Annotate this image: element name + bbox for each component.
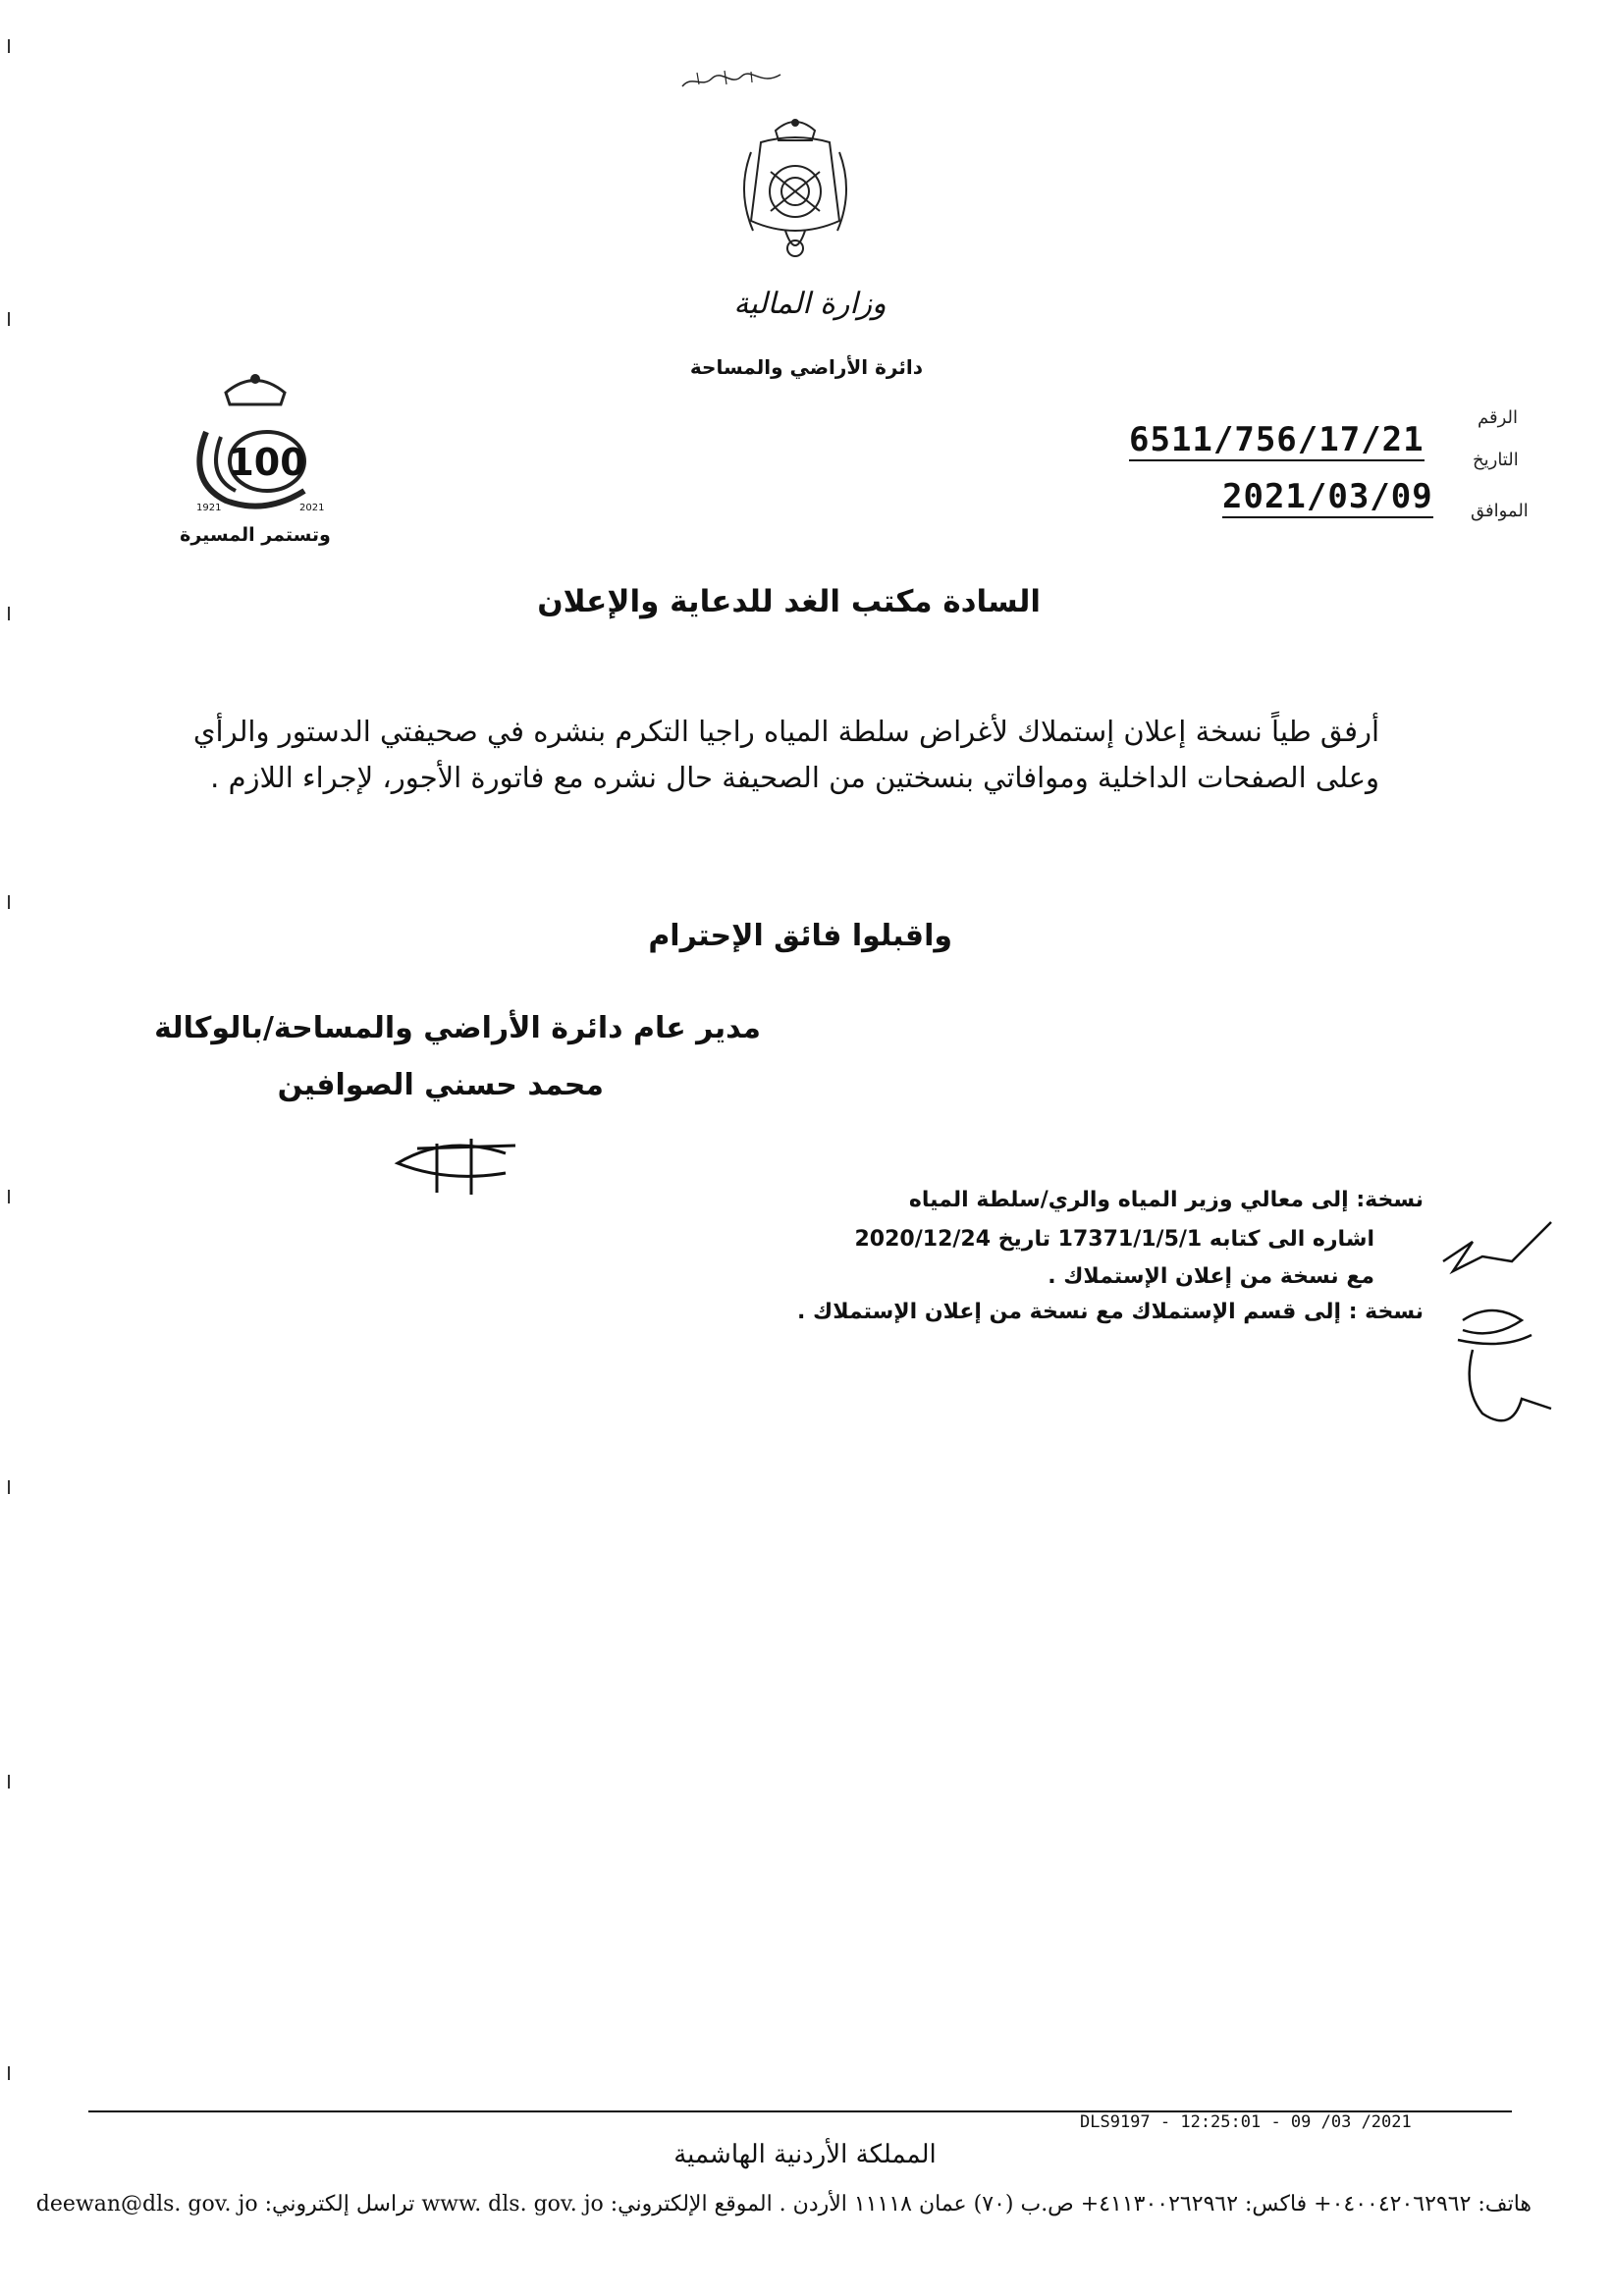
centenary-slogan: وتستمر المسيرة (180, 524, 331, 546)
footer-contact: هاتف: ٠٤٠٠٤٢٠٦٢٩٦٢+ فاكس: ٤١١٣٠٠٢٦٢٩٦٢+ ص.ب (٧٠) عمان ١١١١٨ الأردن . الموقع الإلكتروني: www. dls. gov. jo تراسل إلكتروني: deewan@dls. gov. jo (35, 2192, 1532, 2216)
centenary-logo (167, 363, 344, 560)
handwritten-signature (358, 1124, 535, 1202)
print-timestamp: DLS9197 - 12:25:01 - 09 /03 /2021 (1080, 2112, 1412, 2132)
centenary-number: 100 (228, 441, 306, 484)
reference-hijri-label: الموافق (1471, 501, 1529, 521)
margin-mark (8, 1480, 10, 1494)
margin-mark (8, 895, 10, 909)
copy-to-expropriation-section: نسخة : إلى قسم الإستملاك مع نسخة من إعلان الإستملاك . (797, 1300, 1424, 1324)
jordan-coat-of-arms-icon (731, 113, 859, 270)
signatory-name: محمد حسني الصوافين (277, 1068, 604, 1102)
ministry-name: وزارة المالية (733, 287, 887, 321)
signatory-title: مدير عام دائرة الأراضي والمساحة/بالوكالة (154, 1011, 761, 1045)
letter-recipient: السادة مكتب الغد للدعاية والإعلان (537, 584, 1041, 619)
centenary-year-start: 1921 (196, 503, 222, 513)
bismillah-calligraphy (677, 65, 785, 94)
copy-to-minister: نسخة: إلى معالي وزير المياه والري/سلطة المياه (908, 1188, 1424, 1212)
margin-mark (8, 2066, 10, 2080)
letter-body: أرفق طياً نسخة إعلان إستملاك لأغراض سلطة المياه راجيا التكرم بنشره في صحيفتي الدستور والرأي وعلى الصفحات الداخلية وموافاتي بنسختين من الصحيفة حال نشره مع فاتورة الأجور، لإجراء اللازم . (192, 715, 1379, 794)
margin-mark (8, 39, 10, 53)
margin-mark (8, 1190, 10, 1203)
margin-mark (8, 312, 10, 326)
centenary-emblem-icon (167, 363, 344, 520)
margin-mark (8, 607, 10, 620)
centenary-year-end: 2021 (299, 503, 325, 513)
copy-reference: اشاره الى كتابه 17371/1/5/1 تاريخ 2020/12/24 (854, 1227, 1374, 1252)
reference-number-value: 6511/756/17/21 (1129, 420, 1425, 459)
reference-date-value: 2021/03/09 (1222, 477, 1433, 516)
reference-number-label: الرقم (1478, 407, 1519, 428)
footer-kingdom: المملكة الأردنية الهاشمية (673, 2140, 937, 2169)
department-name: دائرة الأراضي والمساحة (689, 355, 923, 379)
handwritten-initials (1404, 1202, 1586, 1458)
letter-closing: واقبلوا فائق الإحترام (648, 919, 952, 953)
copy-attachment-note: مع نسخة من إعلان الإستملاك . (1048, 1264, 1374, 1289)
margin-mark (8, 1775, 10, 1789)
reference-date-label: التاريخ (1473, 450, 1519, 470)
